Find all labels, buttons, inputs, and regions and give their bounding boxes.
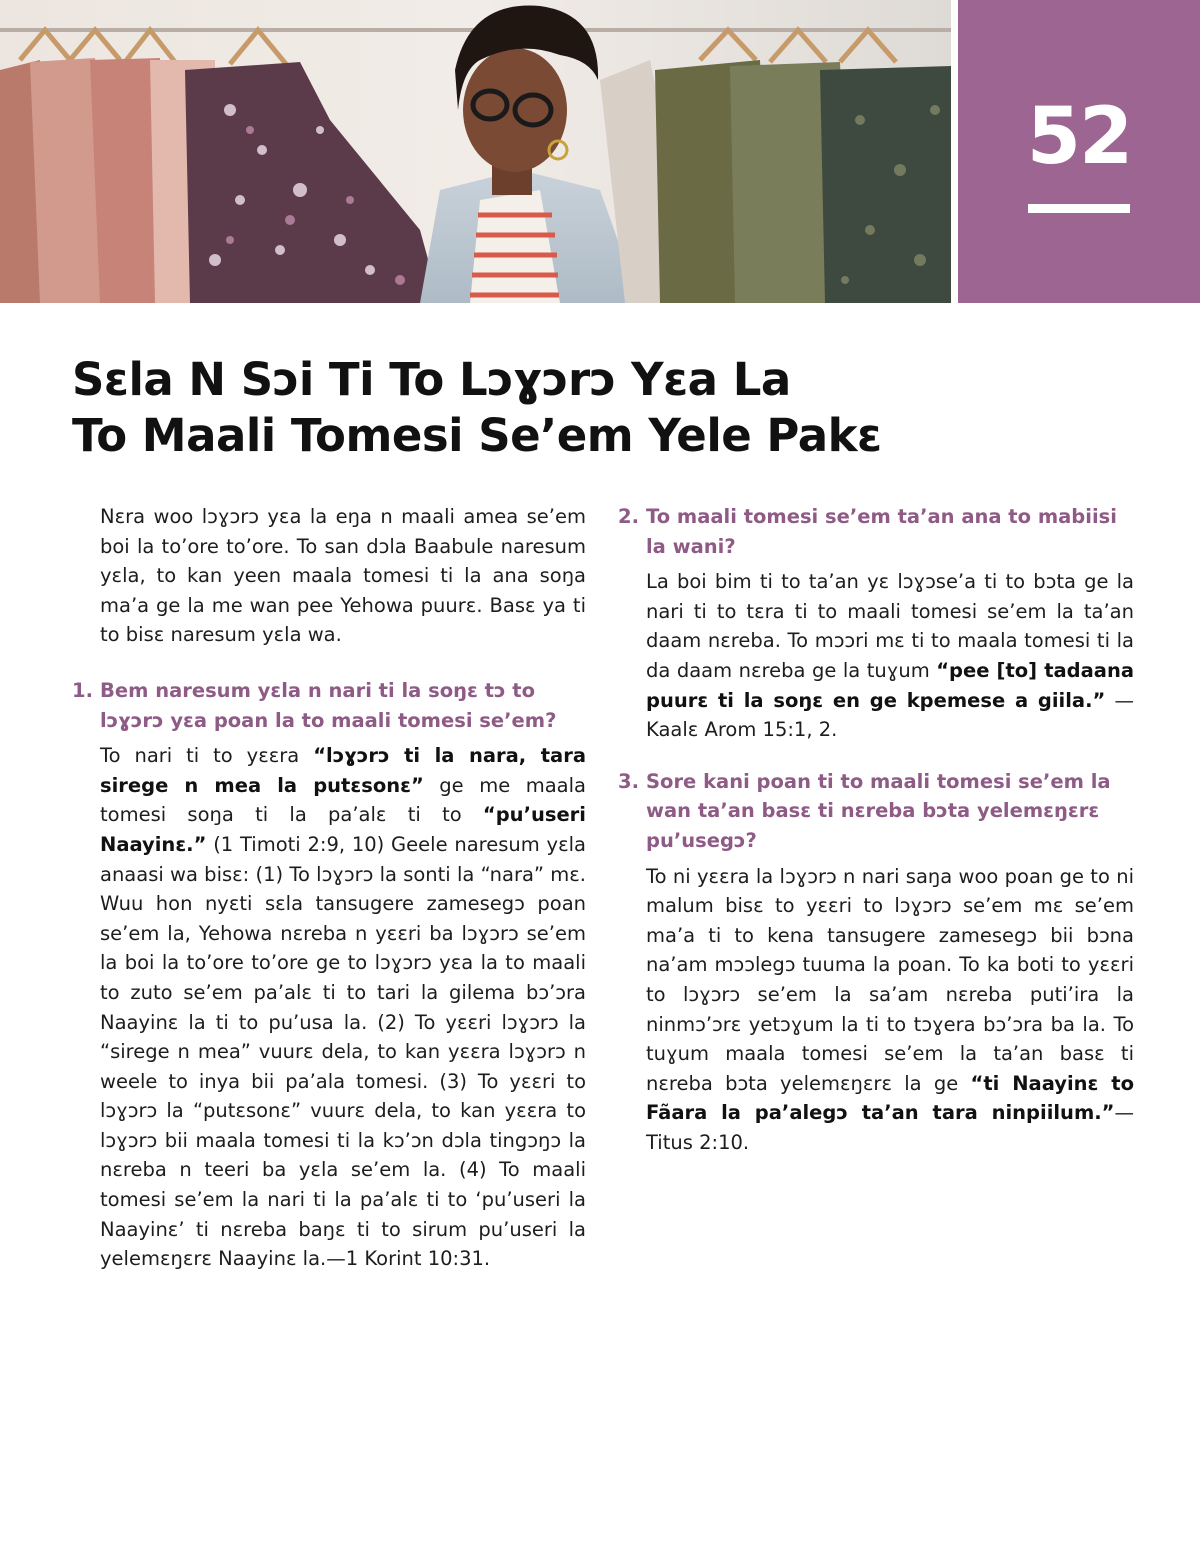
answer-3-quote: “ti Naayinɛ to Fãara la pa’alegɔ ta’an tara ninpiilum.” [646,1071,1134,1125]
intro-paragraph: Nɛra woo lɔɣɔrɔ yɛa la eŋa n maali amea se’em boi la to’ore to’ore. To san dɔla Baabule naresum yɛla, to kan yeen maala tomesi ti la ana soŋa ma’a ge la me wan pee Yehowa puurɛ. Basɛ ya ti to bisɛ naresum yɛla wa. [100,505,586,647]
question-3 [618,767,1134,856]
answer-1-quote-2: “pu’useri Naayinɛ.” [100,803,586,856]
question-1-number: 1. [72,678,93,702]
answer-1-paragraph [100,741,586,1274]
answer-3-text-a: To ni yɛɛra la lɔɣɔrɔ n nari saŋa woo poan ge to ni malum bisɛ to yɛɛri to lɔɣɔrɔ se’em mɛ se’em ma’a ti to kena tansugere zamesegɔ bii bɔna na’am mɔɔlegɔ tuuma la poan. To ka boti to yɛɛri to lɔɣɔrɔ se’em la sa’am nɛreba puti’ira la ninmɔ’ɔrɛ yetɔɣum la ti to tɔɣera bɔ’ɔra ba la. To tuɣum maala tomesi se’em la ta’an basɛ ti nɛreba bɔta yelemɛŋɛrɛ la ge [646,864,1134,1095]
lesson-number: 52 [1026,92,1132,182]
question-2-text: To maali tomesi se’em ta’an ana to mabiisi la wani? [646,505,1117,558]
question-1 [72,676,586,735]
question-2-number: 2. [618,505,639,528]
answer-3-text-b: —Titus 2:10. [646,1101,1134,1154]
hero-photo [0,0,951,303]
answer-1-quote-1: “lɔɣɔrɔ ti la nara, tara sirege n mea la putɛsonɛ” [100,744,586,797]
answer-2-paragraph [646,567,1134,745]
lesson-number-tab [958,0,1200,303]
question-3-text: Sore kani poan ti to maali tomesi se’em la wan ta’an basɛ ti nɛreba bɔta yelemɛŋɛrɛ pu’usegɔ? [646,769,1111,852]
answer-3-paragraph [646,862,1134,1158]
question-3-number: 3. [618,769,639,793]
page-title-line-1: Sɛla N Sɔi Ti To Lɔɣɔrɔ Yɛa La [72,353,791,406]
answer-1-text-a: To nari ti to yɛɛra [100,744,314,768]
left-column [72,502,586,1296]
question-2 [618,502,1134,561]
page-title-line-2: To Maali Tomesi Se’em Yele Pakɛ [72,409,882,462]
lesson-number-underline [1028,204,1130,213]
question-1-text: Bem naresum yɛla n nari ti la soŋɛ tɔ to lɔɣɔrɔ yɛa poan la to maali tomesi se’em? [100,678,557,732]
answer-1-text-b: ge me maala tomesi soŋa ti la pa’alɛ ti to [100,773,586,827]
answer-2-text-a: La boi bim ti to ta’an yɛ lɔɣɔse’a ti to bɔta ge la nari ti to tɛra ti to maali tomesi se’em la ta’an daam nɛreba. To mɔɔri mɛ ti to maala tomesi ti la da daam nɛreba ge la tuɣum [646,570,1134,682]
answer-1-text-c: (1 Timoti 2:9, 10) Geele naresum yɛla anaasi wa bisɛ: (1) To lɔɣɔrɔ la sonti la “nara” mɛ. Wuu hon nyɛti sɛla tansugere zamesegɔ poan se’em la, Yehowa nɛreba n yɛɛri ba lɔɣɔrɔ se’em la boi la to’ore to’ore ge to lɔɣɔrɔ yɛa la to maali to zuto se’em pa’alɛ ti to tari la gilema bɔ’ɔra Naayinɛ la ti to pu’usa la. (2) To yɛɛri lɔɣɔrɔ la “sirege n mea” vuurɛ dela, to kan yɛɛra lɔɣɔrɔ n weele to inya bii pa’ala tomesi. (3) To yɛɛri to lɔɣɔrɔ la “putɛsonɛ” vuurɛ dela, to kan yɛɛra to lɔɣɔrɔ bii maala tomesi ti la kɔ’ɔn dɔla tingɔŋɔ la nɛreba n teeri ba yɛla se’em la. (4) To maali tomesi se’em la nari ti la pa’alɛ ti to ‘pu’useri la Naayinɛ’ ti nɛreba baŋɛ ti to sirum pu’useri la yelemɛŋɛrɛ Naayinɛ la.—1 Korint 10:31. [100,832,586,1271]
right-column [618,502,1134,1179]
answer-2-text-b: —Kaalɛ Arom 15:1, 2. [646,688,1134,742]
page-title [72,352,1132,464]
answer-2-quote: “pee [to] tadaana puurɛ ti la soŋɛ en ge kpemese a giila.” [646,658,1134,712]
